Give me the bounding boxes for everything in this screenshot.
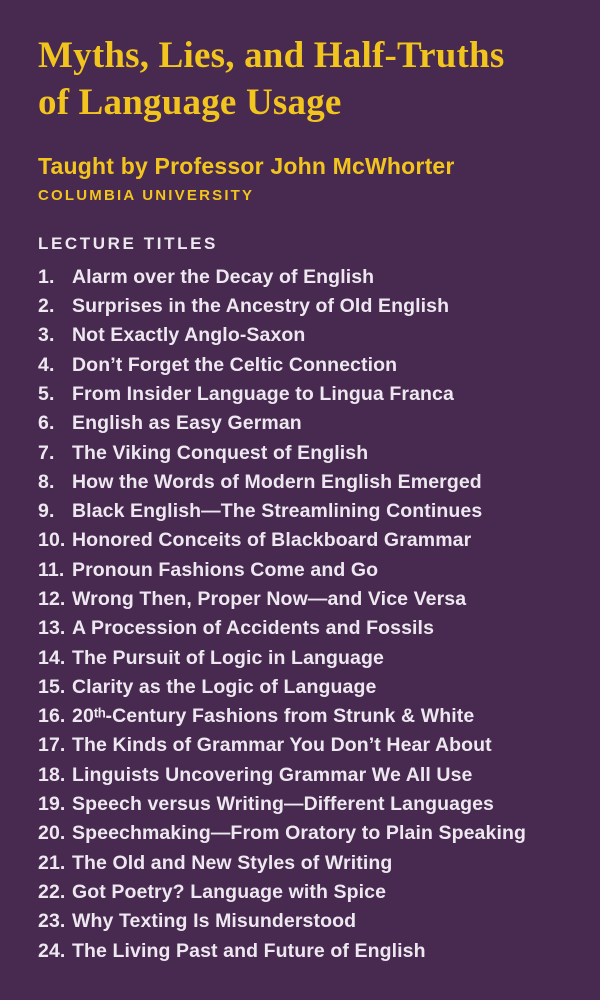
- lecture-item: [38, 439, 564, 468]
- lecture-number: 17.: [38, 734, 66, 757]
- lecture-number: 22.: [38, 880, 66, 903]
- lecture-title: Got Poetry? Language with Spice: [72, 880, 387, 903]
- taught-by-line: Taught by Professor John McWhorter: [38, 152, 455, 179]
- lecture-item: [38, 292, 564, 321]
- lecture-title: The Kinds of Grammar You Don’t Hear About: [72, 734, 492, 757]
- lecture-number: 11.: [38, 558, 65, 581]
- lecture-number: 7.: [38, 441, 55, 464]
- lecture-number: 14.: [38, 646, 66, 669]
- institution-line: COLUMBIA UNIVERSITY: [38, 186, 255, 204]
- lecture-item: [38, 351, 564, 380]
- lecture-number: 5.: [38, 382, 55, 405]
- lecture-item: [38, 937, 564, 966]
- lecture-title: From Insider Language to Lingua Franca: [72, 382, 454, 405]
- lecture-item: [38, 409, 564, 438]
- lecture-number: 20.: [38, 822, 66, 845]
- lecture-title: Why Texting Is Misunderstood: [72, 910, 357, 933]
- lecture-title: Clarity as the Logic of Language: [72, 675, 377, 698]
- lecture-item: [38, 907, 564, 936]
- lecture-item: [38, 819, 564, 848]
- lecture-number: 1.: [38, 265, 55, 288]
- lecture-item: [38, 263, 564, 292]
- lecture-title: The Living Past and Future of English: [72, 939, 426, 962]
- lecture-title: English as Easy German: [72, 412, 302, 435]
- lecture-item: [38, 468, 564, 497]
- lecture-title: Surprises in the Ancestry of Old English: [72, 295, 450, 318]
- lecture-title: 20ᵗʰ-Century Fashions from Strunk & White: [72, 705, 475, 728]
- lecture-number: 19.: [38, 793, 66, 816]
- lecture-item: [38, 849, 564, 878]
- lecture-item: [38, 878, 564, 907]
- lecture-number: 23.: [38, 910, 66, 933]
- lecture-item: [38, 702, 564, 731]
- lecture-title: How the Words of Modern English Emerged: [72, 470, 482, 493]
- lecture-title: Linguists Uncovering Grammar We All Use: [72, 763, 473, 786]
- lecture-title: Black English—The Streamlining Continues: [72, 500, 483, 523]
- lecture-number: 16.: [38, 705, 66, 728]
- lecture-item: [38, 614, 564, 643]
- lecture-title: Speech versus Writing—Different Languages: [72, 793, 494, 816]
- lecture-item: [38, 556, 564, 585]
- lecture-item: [38, 321, 564, 350]
- lecture-number: 4.: [38, 353, 55, 376]
- lecture-title: The Viking Conquest of English: [72, 441, 369, 464]
- lecture-title: Alarm over the Decay of English: [72, 265, 375, 288]
- lecture-item: [38, 761, 564, 790]
- lecture-item: [38, 790, 564, 819]
- lecture-title: Not Exactly Anglo-Saxon: [72, 324, 306, 347]
- lecture-item: [38, 497, 564, 526]
- lecture-list: [38, 263, 564, 966]
- lecture-number: 12.: [38, 587, 66, 610]
- lecture-number: 24.: [38, 939, 66, 962]
- lecture-title: Don’t Forget the Celtic Connection: [72, 353, 398, 376]
- lecture-number: 10.: [38, 529, 66, 552]
- lecture-number: 6.: [38, 412, 55, 435]
- lecture-number: 3.: [38, 324, 55, 347]
- course-title: [38, 32, 564, 127]
- lecture-title: Wrong Then, Proper Now—and Vice Versa: [72, 587, 467, 610]
- lecture-title: A Procession of Accidents and Fossils: [72, 617, 435, 640]
- lecture-item: [38, 644, 564, 673]
- lecture-number: 13.: [38, 617, 66, 640]
- lecture-item: [38, 585, 564, 614]
- lecture-item: [38, 731, 564, 760]
- lecture-title: The Old and New Styles of Writing: [72, 851, 393, 874]
- lecture-number: 15.: [38, 675, 66, 698]
- lecture-title: Pronoun Fashions Come and Go: [72, 558, 379, 581]
- lecture-number: 18.: [38, 763, 66, 786]
- course-title-line1: Myths, Lies, and Half-Truths: [38, 35, 505, 76]
- lecture-number: 8.: [38, 470, 55, 493]
- lecture-titles-heading: LECTURE TITLES: [38, 233, 218, 253]
- course-title-line2: of Language Usage: [38, 82, 342, 124]
- lecture-item: [38, 673, 564, 702]
- lecture-title: Honored Conceits of Blackboard Grammar: [72, 529, 472, 552]
- lecture-title: The Pursuit of Logic in Language: [72, 646, 384, 669]
- lecture-item: [38, 526, 564, 555]
- lecture-number: 21.: [38, 851, 66, 874]
- lecture-item: [38, 380, 564, 409]
- lecture-number: 9.: [38, 500, 55, 523]
- lecture-title: Speechmaking—From Oratory to Plain Speaking: [72, 822, 526, 845]
- lecture-number: 2.: [38, 295, 55, 318]
